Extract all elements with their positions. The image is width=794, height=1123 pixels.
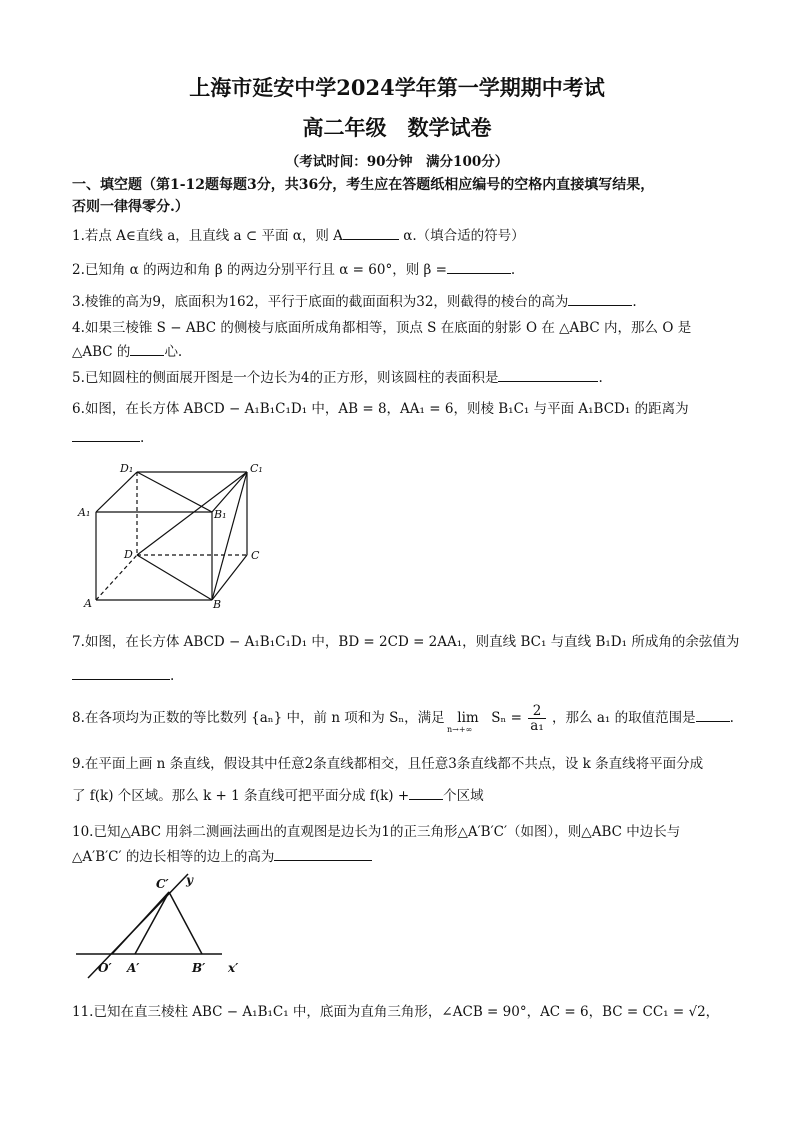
question-2: 2.已知角 α 的两边和角 β 的两边分别平行且 α = 60°，则 β = . <box>72 262 516 278</box>
label-y: y <box>186 873 193 887</box>
question-9-line2: 了 f(k) 个区域。那么 k + 1 条直线可把平面分成 f(k) + 个区域 <box>72 788 484 804</box>
answer-blank <box>498 380 598 382</box>
question-3: 3.棱锥的高为9，底面积为162，平行于底面的截面面积为32，则截得的棱台的高为 . <box>72 294 637 310</box>
section-heading-line1: 一、填空题（第1-12题每题3分，共36分，考生应在答题纸相应编号的空格内直接填写结果， <box>72 177 655 193</box>
label-a-prime: A′ <box>127 961 140 975</box>
segment-d1b1 <box>137 472 212 512</box>
section-heading-line2: 否则一律得零分.） <box>72 199 189 215</box>
exam-info: （考试时间：90分钟 满分100分） <box>285 154 509 170</box>
answer-blank <box>568 304 632 306</box>
question-5: 5.已知圆柱的侧面展开图是一个边长为4的正方形，则该圆柱的表面积是 . <box>72 370 603 386</box>
question-11-line1: 11.已知在直三棱柱 ABC − A₁B₁C₁ 中，底面为直角三角形，∠ACB = 90°，AC = 6，BC = CC₁ = √2， <box>72 1004 720 1020</box>
segment-db <box>137 555 212 600</box>
oblique-triangle-figure <box>72 868 252 983</box>
answer-blank <box>447 272 511 274</box>
label-o-prime: O′ <box>98 961 112 975</box>
exam-title: 上海市延安中学2024学年第一学期期中考试 <box>189 75 605 100</box>
answer-blank <box>72 678 170 680</box>
fraction-2-over-a1: $\frac{2}{\text{a₁}}$ <box>530 703 544 734</box>
label-a: A <box>84 597 92 610</box>
answer-blank <box>274 859 372 861</box>
answer-blank <box>343 238 399 240</box>
question-7-line2: . <box>72 668 174 684</box>
answer-blank <box>409 798 443 800</box>
question-4-line2: △ABC 的 心. <box>72 344 183 360</box>
question-4-line1: 4.如果三棱锥 S − ABC 的侧棱与底面所成角都相等，顶点 S 在底面的射影 O 在 △ABC 内，那么 O 是 <box>72 320 692 336</box>
question-10-line2: △A′B′C′ 的边长相等的边上的高为 <box>72 845 372 865</box>
answer-blank <box>696 720 730 722</box>
question-10-line1: 10.已知△ABC 用斜二测画法画出的直观图是边长为1的正三角形△A′B′C′（如图），则△ABC 中边长与 <box>72 824 681 840</box>
answer-blank <box>130 354 164 356</box>
label-c1: C₁ <box>250 462 263 475</box>
edge-b-c <box>169 892 202 954</box>
edge-a1d1 <box>96 472 137 512</box>
question-8: 8.在各项均为正数的等比数列 {aₙ} 中，前 n 项和为 Sₙ，满足 lim n→+∞ Sₙ = $\frac{2}{\text{a₁}}$ ，那么 a₁ 的取值范围是 . <box>72 703 734 734</box>
question-1: 1.若点 A∈直线 a，且直线 a ⊂ 平面 α，则 A α.（填合适的符号） <box>72 228 525 244</box>
question-6-line1: 6.如图，在长方体 ABCD − A₁B₁C₁D₁ 中，AB = 8，AA₁ = 6，则棱 B₁C₁ 与平面 A₁BCD₁ 的距离为 <box>72 401 689 417</box>
answer-blank <box>72 440 140 442</box>
edge-bc <box>212 555 247 600</box>
label-d: D <box>124 548 133 561</box>
label-b-prime: B′ <box>192 961 206 975</box>
label-b1: B₁ <box>214 508 227 521</box>
label-c-prime: C′ <box>156 877 169 891</box>
label-c: C <box>251 549 260 562</box>
question-7-line1: 7.如图，在长方体 ABCD − A₁B₁C₁D₁ 中，BD = 2CD = 2AA₁，则直线 BC₁ 与直线 B₁D₁ 所成角的余弦值为 <box>72 634 740 650</box>
label-d1: D₁ <box>120 462 134 475</box>
limit-operator: lim n→+∞ <box>446 710 479 734</box>
segment-dc1 <box>137 472 247 555</box>
question-6-line2: . <box>72 430 144 446</box>
cuboid-figure <box>72 460 272 610</box>
edge-ad <box>96 555 137 600</box>
question-9-line1: 9.在平面上画 n 条直线，假设其中任意2条直线都相交，且任意3条直线都不共点，设 k 条直线将平面分成 <box>72 756 704 772</box>
label-x-prime: x′ <box>228 961 239 975</box>
exam-subtitle: 高二年级 数学试卷 <box>302 115 492 140</box>
label-b: B <box>213 598 222 610</box>
label-a1: A₁ <box>78 506 91 519</box>
